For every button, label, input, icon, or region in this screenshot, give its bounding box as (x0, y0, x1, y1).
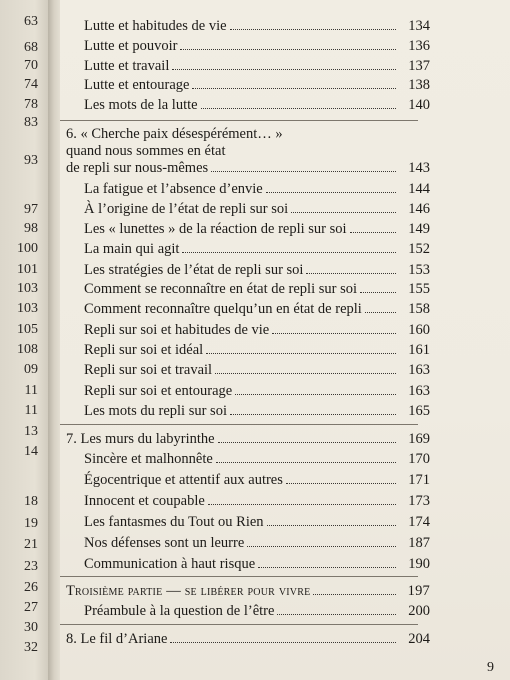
leader-dots (172, 69, 396, 70)
toc-entry-title: Comment se reconnaître en état de repli sur soi (84, 281, 357, 297)
toc-entry-title: Les stratégies de l’état de repli sur soi (84, 262, 304, 278)
toc-entry-page: 163 (408, 362, 430, 378)
toc-entry-page: 155 (408, 281, 430, 297)
toc-entry-title: Repli sur soi et habitudes de vie (84, 322, 270, 338)
facing-page-number: 83 (24, 115, 38, 130)
toc-entry-page: 134 (408, 18, 430, 34)
toc-entry-title: Les « lunettes » de la réaction de repli sur soi (84, 221, 347, 237)
toc-entry-page: 153 (408, 262, 430, 278)
toc-entry (84, 451, 430, 468)
part-heading-entry (66, 583, 430, 600)
leader-dots (267, 525, 396, 526)
leader-dots (182, 252, 396, 253)
toc-entry-page: 152 (408, 241, 430, 257)
facing-page-number: 26 (24, 580, 38, 595)
facing-page-number: 74 (24, 77, 38, 92)
toc-entry (84, 18, 430, 35)
facing-page-number: 93 (24, 153, 38, 168)
toc-entry (84, 77, 430, 94)
toc-entry-page: 160 (408, 322, 430, 338)
facing-page-number: 11 (24, 383, 38, 398)
section-divider (60, 424, 418, 425)
leader-dots (192, 88, 396, 89)
leader-dots (266, 192, 396, 193)
toc-entry-title: Lutte et entourage (84, 77, 190, 93)
toc-entry (84, 97, 430, 114)
leader-dots (258, 567, 396, 568)
toc-entry (84, 472, 430, 489)
facing-page-number: 78 (24, 97, 38, 112)
toc-entry (84, 383, 430, 400)
toc-entry (84, 181, 430, 198)
toc-entry-page: 143 (408, 160, 430, 176)
toc-entry-page: 137 (408, 58, 430, 74)
toc-entry-page: 146 (408, 201, 430, 217)
leader-dots (313, 594, 396, 595)
toc-entry-title: Sincère et malhonnête (84, 451, 213, 467)
toc-entry (84, 514, 430, 531)
toc-entry-page: 149 (408, 221, 430, 237)
section-divider (60, 624, 418, 625)
toc-entry (84, 322, 430, 339)
leader-dots (365, 312, 396, 313)
chapter-title: 8. Le fil d’Ariane (66, 631, 168, 647)
toc-entry (84, 58, 430, 75)
toc-entry (84, 201, 430, 218)
leader-dots (230, 29, 396, 30)
toc-entry-page: 190 (408, 556, 430, 572)
toc-entry-page: 171 (408, 472, 430, 488)
toc-entry-title: Lutte et habitudes de vie (84, 18, 227, 34)
facing-page-number: 108 (17, 342, 38, 357)
toc-entry-title: Innocent et coupable (84, 493, 205, 509)
facing-page-number: 103 (17, 281, 38, 296)
toc-entry-title: La fatigue et l’absence d’envie (84, 181, 263, 197)
toc-entry-title: Lutte et travail (84, 58, 170, 74)
leader-dots (180, 49, 396, 50)
toc-entry (84, 301, 430, 318)
toc-entry-title: Comment reconnaître quelqu’un en état de repli (84, 301, 362, 317)
leader-dots (306, 273, 396, 274)
leader-dots (230, 414, 396, 415)
toc-entry (84, 403, 430, 420)
toc-entry-page: 140 (408, 97, 430, 113)
toc-entry (84, 493, 430, 510)
chapter-title: 6. « Cherche paix désespérément… » (66, 126, 283, 142)
leader-dots (216, 462, 396, 463)
facing-page-number: 68 (24, 40, 38, 55)
toc-entry (84, 221, 430, 238)
toc-entry-title: Nos défenses sont un leurre (84, 535, 245, 551)
chapter-title: quand nous sommes en état (66, 143, 226, 159)
toc-entry (84, 342, 430, 359)
section-divider (60, 576, 418, 577)
toc-entry-title: Égocentrique et attentif aux autres (84, 472, 283, 488)
toc-entry-page: 174 (408, 514, 430, 530)
toc-entry-page: 138 (408, 77, 430, 93)
toc-entry-title: Les mots du repli sur soi (84, 403, 227, 419)
leader-dots (208, 504, 396, 505)
leader-dots (350, 232, 396, 233)
toc-entry-title: Communication à haut risque (84, 556, 256, 572)
leader-dots (286, 483, 396, 484)
toc-entry-page: 163 (408, 383, 430, 399)
leader-dots (201, 108, 396, 109)
toc-entry (84, 556, 430, 573)
leader-dots (170, 642, 396, 643)
toc-entry-title: Lutte et pouvoir (84, 38, 178, 54)
facing-page-number: 103 (17, 301, 38, 316)
leader-dots (360, 292, 396, 293)
facing-page-number: 97 (24, 202, 38, 217)
facing-page-number: 30 (24, 620, 38, 635)
facing-page-number: 105 (17, 322, 38, 337)
toc-entry-page: 204 (408, 631, 430, 647)
facing-page-number: 63 (24, 14, 38, 29)
toc-entry-page: 136 (408, 38, 430, 54)
chapter-title: de repli sur nous-mêmes (66, 160, 209, 176)
facing-page-number: 101 (17, 262, 38, 277)
facing-page-number: 70 (24, 58, 38, 73)
toc-entry-title: La main qui agit (84, 241, 180, 257)
toc-entry-title: Repli sur soi et travail (84, 362, 213, 378)
toc-entry (84, 603, 430, 620)
toc-entry (84, 241, 430, 258)
toc-entry-title: À l’origine de l’état de repli sur soi (84, 201, 289, 217)
leader-dots (291, 212, 396, 213)
facing-page-number: 11 (24, 403, 38, 418)
chapter-title: 7. Les murs du labyrinthe (66, 431, 215, 447)
toc-entry-title: Les mots de la lutte (84, 97, 198, 113)
facing-page-number: 27 (24, 600, 38, 615)
toc-entry-page: 197 (407, 583, 430, 599)
toc-entry (84, 362, 430, 379)
facing-page-number: 32 (24, 640, 38, 655)
facing-page-number: 21 (24, 537, 38, 552)
toc-entry (84, 262, 430, 279)
part-title: Troisième partie — se libérer pour vivre (66, 583, 311, 599)
chapter-heading-entry (66, 431, 430, 448)
facing-page-number: 14 (24, 444, 38, 459)
toc-entry-page: 158 (408, 301, 430, 317)
leader-dots (277, 614, 396, 615)
leader-dots (247, 546, 396, 547)
toc-entry-page: 161 (408, 342, 430, 358)
toc-entry-page: 144 (408, 181, 430, 197)
section-divider (60, 120, 418, 121)
leader-dots (272, 333, 396, 334)
facing-page-number: 18 (24, 494, 38, 509)
toc-entry-title: Les fantasmes du Tout ou Rien (84, 514, 264, 530)
facing-page-number: 98 (24, 221, 38, 236)
toc-entry-page: 187 (408, 535, 430, 551)
facing-page-number: 09 (24, 362, 38, 377)
toc-entry-page: 169 (408, 431, 430, 447)
toc-entry-page: 200 (408, 603, 430, 619)
chapter-heading-entry (66, 160, 430, 177)
leader-dots (235, 394, 396, 395)
facing-page-margin (0, 0, 50, 680)
leader-dots (206, 353, 396, 354)
leader-dots (218, 442, 396, 443)
toc-entry-title: Repli sur soi et entourage (84, 383, 233, 399)
facing-page-number: 19 (24, 516, 38, 531)
toc-entry (84, 281, 430, 298)
chapter-heading-entry (66, 631, 430, 648)
toc-entry-page: 165 (408, 403, 430, 419)
toc-entry-title: Préambule à la question de l’être (84, 603, 275, 619)
toc-entry-page: 173 (408, 493, 430, 509)
toc-entry-page: 170 (408, 451, 430, 467)
leader-dots (211, 171, 396, 172)
facing-page-number: 13 (24, 424, 38, 439)
toc-entry (84, 38, 430, 55)
facing-page-number: 100 (17, 241, 38, 256)
leader-dots (215, 373, 396, 374)
page-folio: 9 (487, 660, 494, 675)
toc-entry-title: Repli sur soi et idéal (84, 342, 204, 358)
facing-page-number: 23 (24, 559, 38, 574)
toc-entry (84, 535, 430, 552)
